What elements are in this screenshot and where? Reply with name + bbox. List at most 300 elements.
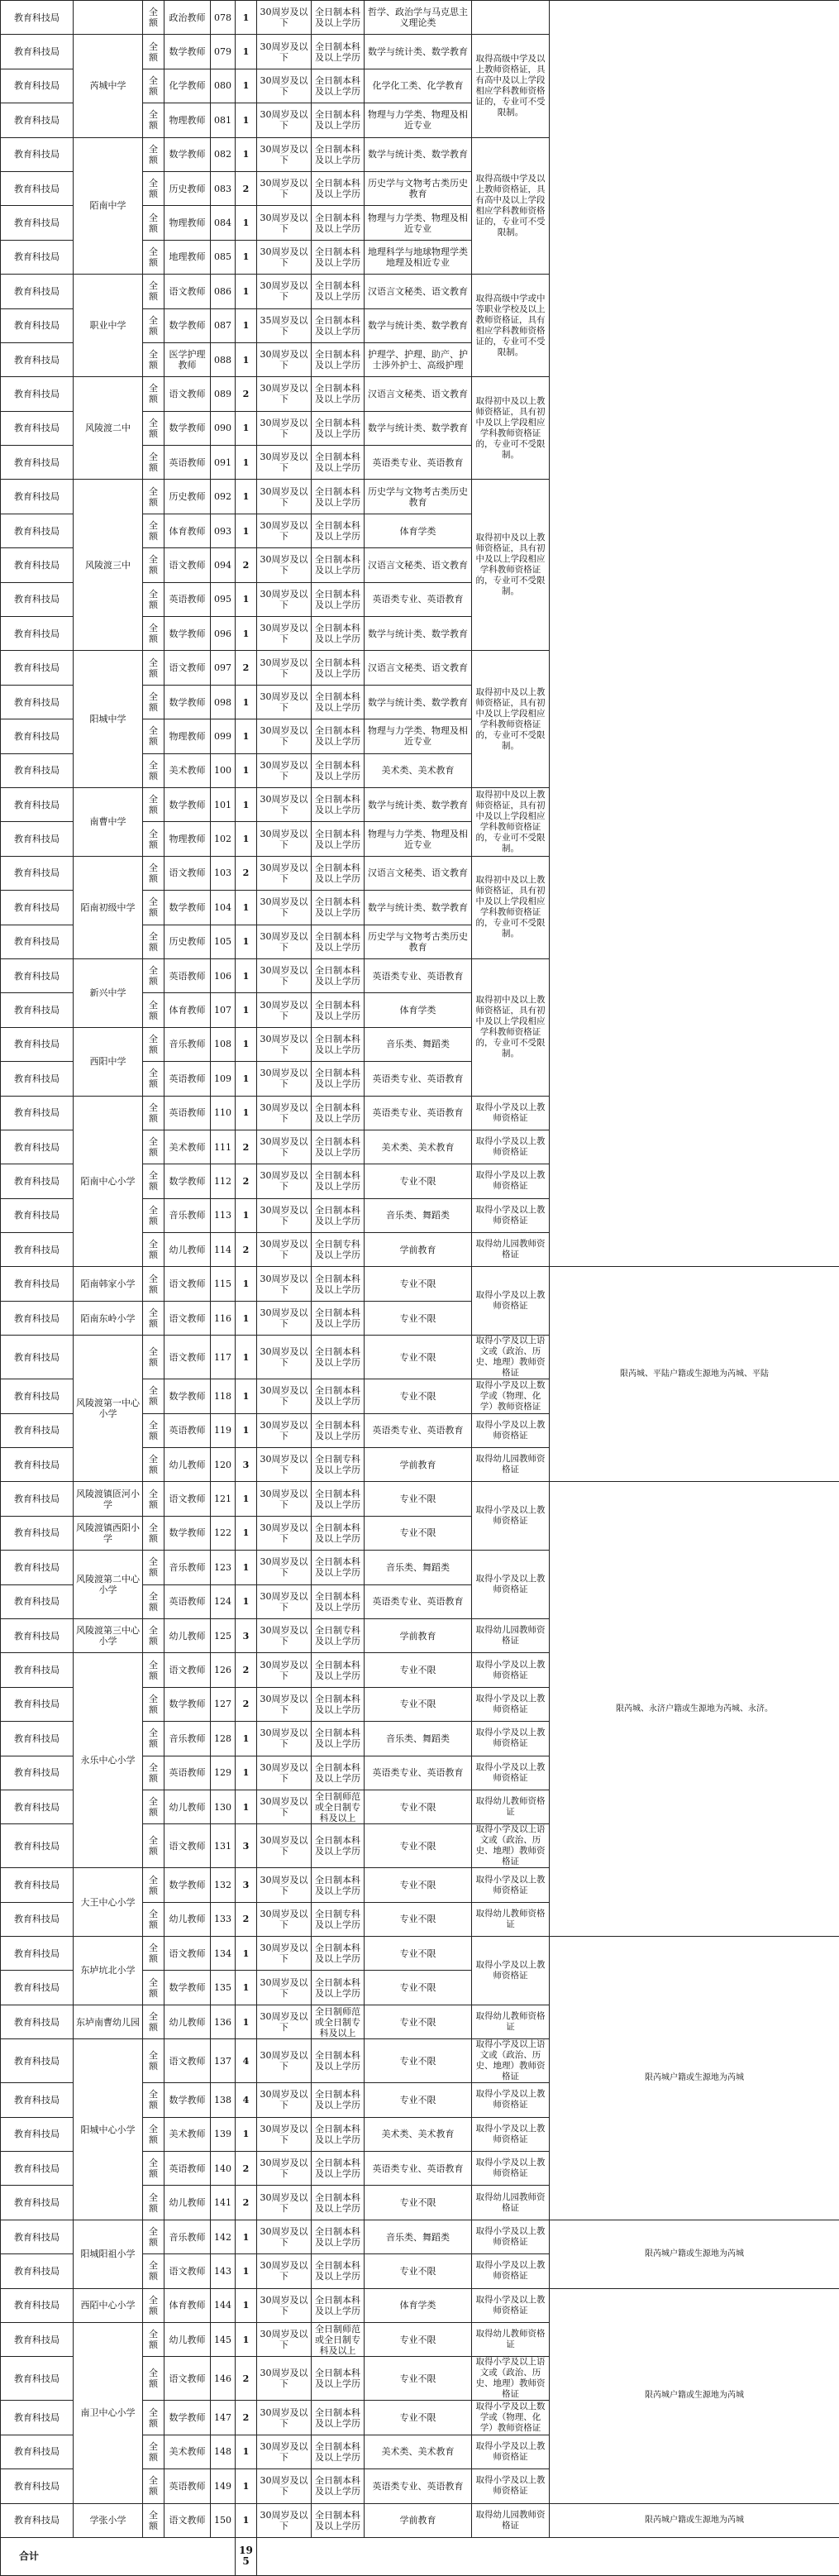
- funding-type-cell: 全额: [143, 1482, 164, 1516]
- post-name-cell: 语文教师: [164, 1336, 211, 1379]
- post-name-cell: 数学教师: [164, 1868, 211, 1902]
- major-cell: 数学与统计类、数学教育: [365, 891, 472, 925]
- funding-type-cell: 全额: [143, 617, 164, 651]
- post-code-cell: 119: [211, 1413, 236, 1447]
- department-cell: 教育科技局: [1, 1301, 74, 1335]
- school-cell: 职业中学: [74, 275, 143, 377]
- hire-count-cell: 3: [236, 1618, 257, 1652]
- funding-type-cell: 全额: [143, 891, 164, 925]
- age-limit-cell: 30周岁及以下: [257, 137, 312, 171]
- major-cell: 历史学与文物考古类历史教育: [365, 480, 472, 514]
- requirement-cell: 取得幼儿教师资格证: [472, 2005, 550, 2038]
- age-limit-cell: 30周岁及以下: [257, 685, 312, 719]
- school-cell: 新兴中学: [74, 958, 143, 1027]
- major-cell: 数学与统计类、数学教育: [365, 308, 472, 342]
- requirement-cell: [472, 1, 550, 35]
- post-name-cell: 语文教师: [164, 548, 211, 582]
- department-cell: 教育科技局: [1, 1618, 74, 1652]
- hire-count-cell: 2: [236, 1687, 257, 1721]
- hire-count-cell: 2: [236, 2357, 257, 2401]
- education-cell: 全日制专科及以上学历: [312, 1448, 365, 1482]
- major-cell: 专业不限: [365, 1790, 472, 1823]
- post-code-cell: 088: [211, 342, 236, 376]
- post-name-cell: 音乐教师: [164, 1551, 211, 1584]
- education-cell: 全日制本科及以上学历: [312, 411, 365, 445]
- education-cell: 全日制师范或全日制专科及以上: [312, 2005, 365, 2038]
- post-code-cell: 081: [211, 103, 236, 137]
- department-cell: 教育科技局: [1, 69, 74, 103]
- department-cell: 教育科技局: [1, 753, 74, 787]
- post-code-cell: 137: [211, 2039, 236, 2083]
- funding-type-cell: 全额: [143, 1687, 164, 1721]
- age-limit-cell: 30周岁及以下: [257, 2220, 312, 2253]
- hire-count-cell: 1: [236, 2117, 257, 2151]
- department-cell: 教育科技局: [1, 993, 74, 1027]
- major-cell: 化学化工类、化学教育: [365, 69, 472, 103]
- education-cell: 全日制本科及以上学历: [312, 1722, 365, 1756]
- education-cell: 全日制本科及以上学历: [312, 1130, 365, 1164]
- department-cell: 教育科技局: [1, 1198, 74, 1232]
- requirement-cell: 取得小学及以上教师资格证: [472, 2254, 550, 2288]
- department-cell: 教育科技局: [1, 1516, 74, 1550]
- major-cell: 专业不限: [365, 1937, 472, 1971]
- age-limit-cell: 30周岁及以下: [257, 1448, 312, 1482]
- hire-count-cell: 1: [236, 1516, 257, 1550]
- age-limit-cell: 30周岁及以下: [257, 958, 312, 992]
- education-cell: 全日制本科及以上学历: [312, 2401, 365, 2435]
- hire-count-cell: 1: [236, 822, 257, 856]
- department-cell: 教育科技局: [1, 1096, 74, 1130]
- post-name-cell: 语文教师: [164, 1653, 211, 1687]
- major-cell: 英语类专业、英语教育: [365, 1096, 472, 1130]
- post-name-cell: 英语教师: [164, 1584, 211, 1618]
- age-limit-cell: 30周岁及以下: [257, 446, 312, 480]
- education-cell: 全日制本科及以上学历: [312, 206, 365, 240]
- major-cell: 英语类专业、英语教育: [365, 2152, 472, 2186]
- major-cell: 学前教育: [365, 1448, 472, 1482]
- post-code-cell: 100: [211, 753, 236, 787]
- major-cell: 专业不限: [365, 1301, 472, 1335]
- major-cell: 历史学与文物考古类历史教育: [365, 171, 472, 205]
- education-cell: 全日制专科及以上学历: [312, 1902, 365, 1936]
- hire-count-cell: 1: [236, 1551, 257, 1584]
- department-cell: 教育科技局: [1, 2220, 74, 2253]
- education-cell: 全日制本科及以上学历: [312, 1937, 365, 1971]
- table-row: [1, 1482, 839, 1516]
- age-limit-cell: 30周岁及以下: [257, 1790, 312, 1823]
- major-cell: 专业不限: [365, 2357, 472, 2401]
- school-cell: 陌南中心小学: [74, 1096, 143, 1267]
- education-cell: 全日制本科及以上学历: [312, 35, 365, 69]
- total-count: 195: [236, 2537, 257, 2575]
- major-cell: 专业不限: [365, 1482, 472, 1516]
- post-code-cell: 078: [211, 1, 236, 35]
- requirement-cell: 取得小学及以上教师资格证: [472, 2435, 550, 2468]
- funding-type-cell: 全额: [143, 69, 164, 103]
- post-name-cell: 数学教师: [164, 2401, 211, 2435]
- post-name-cell: 数学教师: [164, 617, 211, 651]
- hire-count-cell: 1: [236, 1062, 257, 1096]
- post-code-cell: 128: [211, 1722, 236, 1756]
- major-cell: 英语类专业、英语教育: [365, 1756, 472, 1790]
- funding-type-cell: 全额: [143, 35, 164, 69]
- post-code-cell: 111: [211, 1130, 236, 1164]
- education-cell: 全日制本科及以上学历: [312, 377, 365, 411]
- major-cell: 数学与统计类、数学教育: [365, 411, 472, 445]
- post-name-cell: 数学教师: [164, 308, 211, 342]
- department-cell: 教育科技局: [1, 137, 74, 171]
- major-cell: 专业不限: [365, 2005, 472, 2038]
- age-limit-cell: 30周岁及以下: [257, 1756, 312, 1790]
- age-limit-cell: 30周岁及以下: [257, 2323, 312, 2357]
- department-cell: 教育科技局: [1, 1790, 74, 1823]
- post-code-cell: 127: [211, 1687, 236, 1721]
- hire-count-cell: 1: [236, 137, 257, 171]
- department-cell: 教育科技局: [1, 446, 74, 480]
- education-cell: 全日制本科及以上学历: [312, 685, 365, 719]
- education-cell: 全日制本科及以上学历: [312, 275, 365, 308]
- education-cell: 全日制本科及以上学历: [312, 822, 365, 856]
- major-cell: 历史学与文物考古类历史教育: [365, 925, 472, 958]
- department-cell: 教育科技局: [1, 1233, 74, 1267]
- major-cell: 音乐类、舞蹈类: [365, 1198, 472, 1232]
- age-limit-cell: 30周岁及以下: [257, 1653, 312, 1687]
- requirement-cell: 取得小学及以上教师资格证: [472, 1868, 550, 1902]
- post-code-cell: 080: [211, 69, 236, 103]
- department-cell: 教育科技局: [1, 548, 74, 582]
- age-limit-cell: 35周岁及以下: [257, 308, 312, 342]
- requirement-cell: 取得小学及以上语文或（政治、历史、地理）教师资格证: [472, 2039, 550, 2083]
- post-name-cell: 语文教师: [164, 1482, 211, 1516]
- post-code-cell: 125: [211, 1618, 236, 1652]
- major-cell: 物理与力学类、物理及相近专业: [365, 822, 472, 856]
- education-cell: 全日制本科及以上学历: [312, 891, 365, 925]
- funding-type-cell: 全额: [143, 1130, 164, 1164]
- funding-type-cell: 全额: [143, 1, 164, 35]
- school-cell: 风陵渡镇匼河小学: [74, 1482, 143, 1516]
- major-cell: 专业不限: [365, 1164, 472, 1198]
- requirement-cell: 取得小学及以上教师资格证: [472, 2220, 550, 2253]
- department-cell: 教育科技局: [1, 685, 74, 719]
- age-limit-cell: 30周岁及以下: [257, 1379, 312, 1413]
- education-cell: 全日制本科及以上学历: [312, 1, 365, 35]
- department-cell: 教育科技局: [1, 1687, 74, 1721]
- requirement-cell: 取得初中及以上教师资格证，具有初中及以上学段相应学科教师资格证的，专业可不受限制。: [472, 856, 550, 958]
- funding-type-cell: 全额: [143, 1413, 164, 1447]
- funding-type-cell: 全额: [143, 753, 164, 787]
- major-cell: 专业不限: [365, 1516, 472, 1550]
- education-cell: 全日制本科及以上学历: [312, 1756, 365, 1790]
- funding-type-cell: 全额: [143, 2435, 164, 2468]
- age-limit-cell: 30周岁及以下: [257, 651, 312, 685]
- age-limit-cell: 30周岁及以下: [257, 2401, 312, 2435]
- age-limit-cell: 30周岁及以下: [257, 1233, 312, 1267]
- major-cell: 美术类、美术教育: [365, 2117, 472, 2151]
- funding-type-cell: 全额: [143, 2469, 164, 2503]
- post-code-cell: 085: [211, 240, 236, 274]
- hire-count-cell: 2: [236, 171, 257, 205]
- hire-count-cell: 1: [236, 1722, 257, 1756]
- requirement-cell: 取得高级中学或中等职业学校及以上教师资格证，具有相应学科教师资格证的，专业可不受限制。: [472, 275, 550, 377]
- post-code-cell: 107: [211, 993, 236, 1027]
- table-row: [1, 2220, 839, 2253]
- major-cell: 英语类专业、英语教育: [365, 1062, 472, 1096]
- post-name-cell: 数学教师: [164, 1971, 211, 2005]
- funding-type-cell: 全额: [143, 822, 164, 856]
- major-cell: 专业不限: [365, 2254, 472, 2288]
- age-limit-cell: 30周岁及以下: [257, 1937, 312, 1971]
- major-cell: 专业不限: [365, 1336, 472, 1379]
- hire-count-cell: 1: [236, 617, 257, 651]
- post-name-cell: 体育教师: [164, 993, 211, 1027]
- hire-count-cell: 1: [236, 685, 257, 719]
- education-cell: 全日制本科及以上学历: [312, 2288, 365, 2322]
- school-cell: 风陵渡镇西阳小学: [74, 1516, 143, 1550]
- major-cell: 物理与力学类、物理及相近专业: [365, 719, 472, 753]
- post-code-cell: 106: [211, 958, 236, 992]
- funding-type-cell: 全额: [143, 2503, 164, 2537]
- age-limit-cell: 30周岁及以下: [257, 1198, 312, 1232]
- age-limit-cell: 30周岁及以下: [257, 925, 312, 958]
- post-code-cell: 091: [211, 446, 236, 480]
- school-cell: 永乐中心小学: [74, 1653, 143, 1868]
- department-cell: 教育科技局: [1, 1937, 74, 1971]
- education-cell: 全日制本科及以上学历: [312, 240, 365, 274]
- department-cell: 教育科技局: [1, 651, 74, 685]
- requirement-cell: 取得初中及以上教师资格证，具有初中及以上学段相应学科教师资格证的，专业可不受限制。: [472, 480, 550, 651]
- hire-count-cell: 1: [236, 1413, 257, 1447]
- major-cell: 美术类、美术教育: [365, 1130, 472, 1164]
- hire-count-cell: 1: [236, 514, 257, 547]
- post-name-cell: 语文教师: [164, 2357, 211, 2401]
- post-code-cell: 093: [211, 514, 236, 547]
- major-cell: 学前教育: [365, 1233, 472, 1267]
- department-cell: 教育科技局: [1, 1868, 74, 1902]
- post-code-cell: 150: [211, 2503, 236, 2537]
- note-cell: 限芮城户籍或生源地为芮城: [550, 1937, 839, 2220]
- hire-count-cell: 1: [236, 1937, 257, 1971]
- post-name-cell: 物理教师: [164, 822, 211, 856]
- post-name-cell: 地理教师: [164, 240, 211, 274]
- hire-count-cell: 1: [236, 2005, 257, 2038]
- hire-count-cell: 1: [236, 1198, 257, 1232]
- funding-type-cell: 全额: [143, 2220, 164, 2253]
- table-row: [1, 1267, 839, 1301]
- funding-type-cell: 全额: [143, 308, 164, 342]
- hire-count-cell: 1: [236, 2469, 257, 2503]
- age-limit-cell: 30周岁及以下: [257, 582, 312, 616]
- post-name-cell: 英语教师: [164, 1756, 211, 1790]
- post-code-cell: 144: [211, 2288, 236, 2322]
- age-limit-cell: 30周岁及以下: [257, 1722, 312, 1756]
- major-cell: 英语类专业、英语教育: [365, 446, 472, 480]
- major-cell: 专业不限: [365, 1868, 472, 1902]
- department-cell: 教育科技局: [1, 617, 74, 651]
- funding-type-cell: 全额: [143, 548, 164, 582]
- education-cell: 全日制本科及以上学历: [312, 69, 365, 103]
- hire-count-cell: 1: [236, 206, 257, 240]
- post-code-cell: 140: [211, 2152, 236, 2186]
- department-cell: 教育科技局: [1, 1653, 74, 1687]
- age-limit-cell: 30周岁及以下: [257, 548, 312, 582]
- post-name-cell: 数学教师: [164, 787, 211, 821]
- hire-count-cell: 1: [236, 103, 257, 137]
- funding-type-cell: 全额: [143, 1267, 164, 1301]
- department-cell: 教育科技局: [1, 2357, 74, 2401]
- major-cell: 数学与统计类、数学教育: [365, 35, 472, 69]
- major-cell: 汉语言文秘类、语文教育: [365, 548, 472, 582]
- department-cell: 教育科技局: [1, 2288, 74, 2322]
- age-limit-cell: 30周岁及以下: [257, 1551, 312, 1584]
- funding-type-cell: 全额: [143, 1824, 164, 1868]
- post-code-cell: 102: [211, 822, 236, 856]
- department-cell: 教育科技局: [1, 2503, 74, 2537]
- age-limit-cell: 30周岁及以下: [257, 1027, 312, 1061]
- post-name-cell: 数学教师: [164, 2083, 211, 2117]
- hire-count-cell: 1: [236, 1584, 257, 1618]
- major-cell: 英语类专业、英语教育: [365, 958, 472, 992]
- hire-count-cell: 2: [236, 2152, 257, 2186]
- post-code-cell: 095: [211, 582, 236, 616]
- note-cell: 限芮城户籍或生源地为芮城: [550, 2288, 839, 2503]
- education-cell: 全日制本科及以上学历: [312, 787, 365, 821]
- hire-count-cell: 2: [236, 1902, 257, 1936]
- post-name-cell: 数学教师: [164, 891, 211, 925]
- age-limit-cell: 30周岁及以下: [257, 891, 312, 925]
- hire-count-cell: 2: [236, 2401, 257, 2435]
- note-cell: [550, 1, 839, 1267]
- post-code-cell: 096: [211, 617, 236, 651]
- note-cell: 限芮城户籍或生源地为芮城: [550, 2503, 839, 2537]
- requirement-cell: 取得高级中学及以上教师资格证，具有高中及以上学段相应学科教师资格证的，专业可不受限制。: [472, 35, 550, 137]
- school-cell: 风陵渡三中: [74, 480, 143, 651]
- education-cell: 全日制本科及以上学历: [312, 2254, 365, 2288]
- major-cell: 汉语言文秘类、语文教育: [365, 651, 472, 685]
- funding-type-cell: 全额: [143, 1379, 164, 1413]
- education-cell: 全日制本科及以上学历: [312, 1413, 365, 1447]
- education-cell: 全日制本科及以上学历: [312, 137, 365, 171]
- school-cell: 陌南初级中学: [74, 856, 143, 958]
- post-name-cell: 数学教师: [164, 411, 211, 445]
- requirement-cell: 取得小学及以上教师资格证: [472, 1722, 550, 1756]
- post-code-cell: 109: [211, 1062, 236, 1096]
- funding-type-cell: 全额: [143, 342, 164, 376]
- age-limit-cell: 30周岁及以下: [257, 1336, 312, 1379]
- funding-type-cell: 全额: [143, 2186, 164, 2220]
- age-limit-cell: 30周岁及以下: [257, 206, 312, 240]
- major-cell: 专业不限: [365, 1653, 472, 1687]
- age-limit-cell: 30周岁及以下: [257, 2469, 312, 2503]
- post-code-cell: 083: [211, 171, 236, 205]
- post-code-cell: 121: [211, 1482, 236, 1516]
- post-name-cell: 音乐教师: [164, 1027, 211, 1061]
- requirement-cell: 取得小学及以上语文或（政治、历史、地理）教师资格证: [472, 1336, 550, 1379]
- requirement-cell: 取得幼儿教师资格证: [472, 1790, 550, 1823]
- funding-type-cell: 全额: [143, 1790, 164, 1823]
- funding-type-cell: 全额: [143, 377, 164, 411]
- age-limit-cell: 30周岁及以下: [257, 1130, 312, 1164]
- education-cell: 全日制本科及以上学历: [312, 2503, 365, 2537]
- note-cell: 限芮城户籍或生源地为芮城: [550, 2220, 839, 2288]
- hire-count-cell: 1: [236, 787, 257, 821]
- post-name-cell: 美术教师: [164, 1130, 211, 1164]
- department-cell: 教育科技局: [1, 2083, 74, 2117]
- post-name-cell: 英语教师: [164, 1413, 211, 1447]
- post-name-cell: 语文教师: [164, 856, 211, 890]
- hire-count-cell: 1: [236, 2503, 257, 2537]
- department-cell: 教育科技局: [1, 2152, 74, 2186]
- major-cell: 英语类专业、英语教育: [365, 2469, 472, 2503]
- age-limit-cell: 30周岁及以下: [257, 411, 312, 445]
- post-code-cell: 120: [211, 1448, 236, 1482]
- hire-count-cell: 1: [236, 1301, 257, 1335]
- hire-count-cell: 1: [236, 275, 257, 308]
- funding-type-cell: 全额: [143, 1653, 164, 1687]
- hire-count-cell: 2: [236, 1653, 257, 1687]
- department-cell: 教育科技局: [1, 1062, 74, 1096]
- post-name-cell: 英语教师: [164, 958, 211, 992]
- post-name-cell: 英语教师: [164, 446, 211, 480]
- department-cell: 教育科技局: [1, 787, 74, 821]
- education-cell: 全日制本科及以上学历: [312, 1868, 365, 1902]
- funding-type-cell: 全额: [143, 856, 164, 890]
- hire-count-cell: 2: [236, 377, 257, 411]
- school-cell: 陌南韩家小学: [74, 1267, 143, 1301]
- post-code-cell: 143: [211, 2254, 236, 2288]
- department-cell: 教育科技局: [1, 1824, 74, 1868]
- hire-count-cell: 1: [236, 480, 257, 514]
- department-cell: 教育科技局: [1, 2186, 74, 2220]
- post-code-cell: 097: [211, 651, 236, 685]
- department-cell: 教育科技局: [1, 1027, 74, 1061]
- major-cell: 美术类、美术教育: [365, 753, 472, 787]
- post-code-cell: 135: [211, 1971, 236, 2005]
- requirement-cell: 取得小学及以上教师资格证: [472, 2152, 550, 2186]
- school-cell: 风陵渡第二中心小学: [74, 1551, 143, 1619]
- age-limit-cell: 30周岁及以下: [257, 1971, 312, 2005]
- requirement-cell: 取得小学及以上教师资格证: [472, 1198, 550, 1232]
- post-name-cell: 语文教师: [164, 1824, 211, 1868]
- major-cell: 汉语言文秘类、语文教育: [365, 377, 472, 411]
- funding-type-cell: 全额: [143, 787, 164, 821]
- education-cell: 全日制本科及以上学历: [312, 1267, 365, 1301]
- education-cell: 全日制本科及以上学历: [312, 1336, 365, 1379]
- funding-type-cell: 全额: [143, 514, 164, 547]
- major-cell: 英语类专业、英语教育: [365, 582, 472, 616]
- post-name-cell: 英语教师: [164, 2469, 211, 2503]
- post-name-cell: 幼儿教师: [164, 1790, 211, 1823]
- education-cell: 全日制本科及以上学历: [312, 617, 365, 651]
- hire-count-cell: 4: [236, 2039, 257, 2083]
- requirement-cell: 取得小学及以上教师资格证: [472, 1413, 550, 1447]
- post-name-cell: 英语教师: [164, 2152, 211, 2186]
- hire-count-cell: 1: [236, 958, 257, 992]
- hire-count-cell: 1: [236, 2220, 257, 2253]
- department-cell: 教育科技局: [1, 822, 74, 856]
- department-cell: 教育科技局: [1, 171, 74, 205]
- post-name-cell: 语文教师: [164, 1267, 211, 1301]
- requirement-cell: 取得小学及以上教师资格证: [472, 1756, 550, 1790]
- funding-type-cell: 全额: [143, 719, 164, 753]
- hire-count-cell: 1: [236, 925, 257, 958]
- hire-count-cell: 1: [236, 993, 257, 1027]
- age-limit-cell: 30周岁及以下: [257, 1687, 312, 1721]
- education-cell: 全日制本科及以上学历: [312, 2357, 365, 2401]
- post-code-cell: 146: [211, 2357, 236, 2401]
- post-code-cell: 101: [211, 787, 236, 821]
- school-cell: 阳城阳祖小学: [74, 2220, 143, 2288]
- major-cell: 音乐类、舞蹈类: [365, 1027, 472, 1061]
